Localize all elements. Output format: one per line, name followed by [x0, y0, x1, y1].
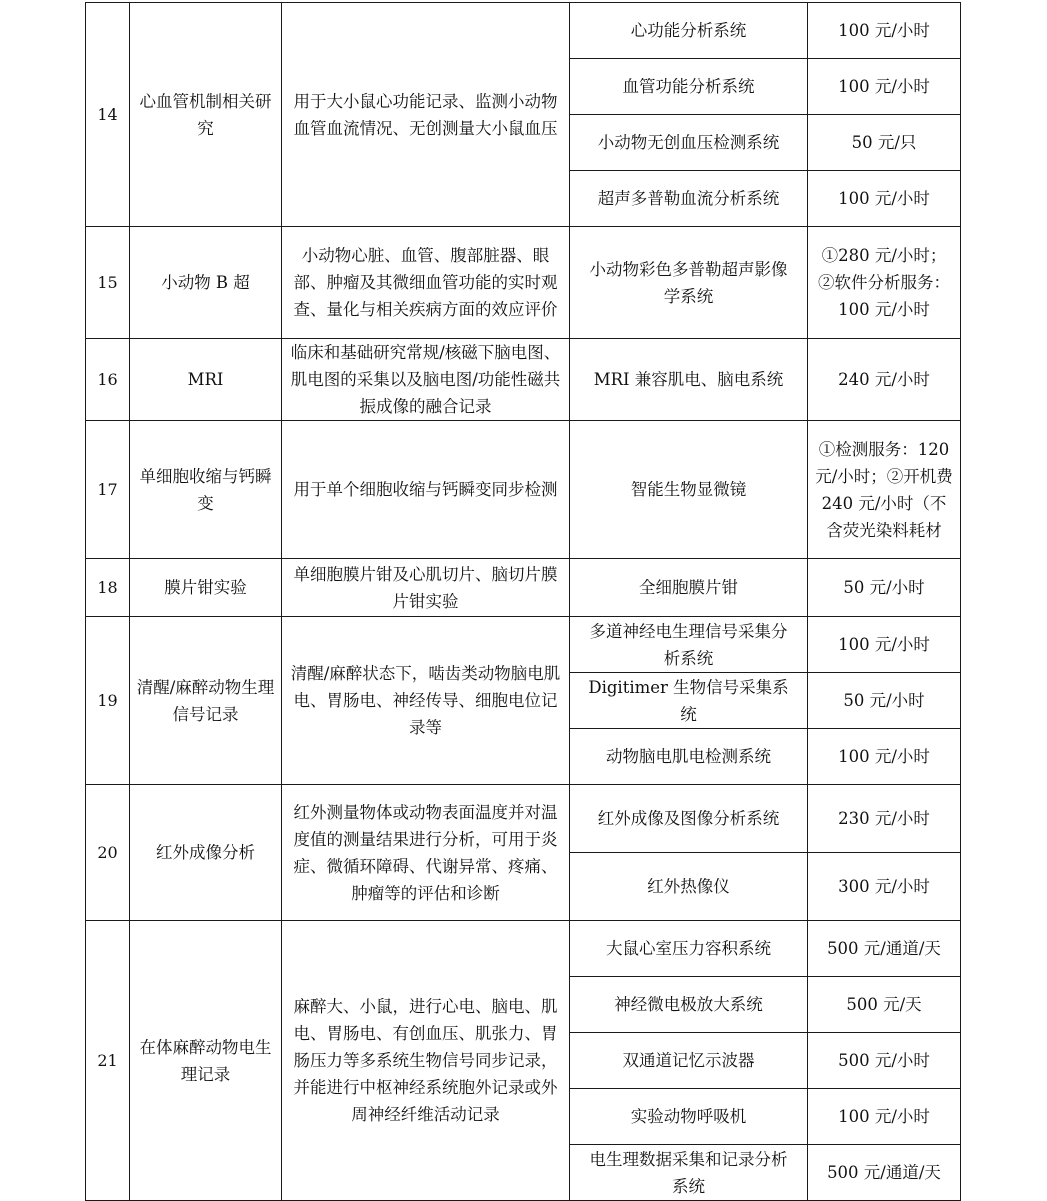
device-price: 50 元/小时	[808, 559, 961, 617]
device-name: 全细胞膜片钳	[570, 559, 808, 617]
project-description: 用于大小鼠心功能记录、监测小动物血管血流情况、无创测量大小鼠血压	[282, 3, 570, 227]
device-price: 100 元/小时	[808, 617, 961, 673]
device-name: 动物脑电肌电检测系统	[570, 729, 808, 785]
device-name: 超声多普勒血流分析系统	[570, 171, 808, 227]
project-name: 清醒/麻醉动物生理信号记录	[130, 617, 282, 785]
device-price: 50 元/小时	[808, 673, 961, 729]
device-name: 血管功能分析系统	[570, 59, 808, 115]
project-description: 小动物心脏、血管、腹部脏器、眼部、肿瘤及其微细血管功能的实时观查、量化与相关疾病方面的效应评价	[282, 227, 570, 339]
table-row	[86, 227, 961, 339]
project-name: 红外成像分析	[130, 785, 282, 921]
device-name: MRI 兼容肌电、脑电系统	[570, 339, 808, 421]
row-number: 21	[86, 921, 130, 1201]
device-price: 240 元/小时	[808, 339, 961, 421]
device-name: Digitimer 生物信号采集系统	[570, 673, 808, 729]
device-price: 100 元/小时	[808, 59, 961, 115]
device-price: 500 元/通道/天	[808, 921, 961, 977]
device-name: 红外热像仪	[570, 853, 808, 921]
device-price: 500 元/小时	[808, 1033, 961, 1089]
device-name: 多道神经电生理信号采集分析系统	[570, 617, 808, 673]
device-name: 电生理数据采集和记录分析系统	[570, 1145, 808, 1201]
table-row	[86, 421, 961, 559]
device-price: 230 元/小时	[808, 785, 961, 853]
row-number: 19	[86, 617, 130, 785]
table-row	[86, 617, 961, 673]
device-name: 心功能分析系统	[570, 3, 808, 59]
table-row	[86, 339, 961, 421]
device-price: 300 元/小时	[808, 853, 961, 921]
project-name: 膜片钳实验	[130, 559, 282, 617]
device-price: ①检测服务：120 元/小时；②开机费 240 元/小时（不含荧光染料耗材	[808, 421, 961, 559]
project-name: 小动物 B 超	[130, 227, 282, 339]
project-description: 用于单个细胞收缩与钙瞬变同步检测	[282, 421, 570, 559]
device-name: 小动物无创血压检测系统	[570, 115, 808, 171]
device-name: 双通道记忆示波器	[570, 1033, 808, 1089]
device-price: 100 元/小时	[808, 3, 961, 59]
device-name: 实验动物呼吸机	[570, 1089, 808, 1145]
table-row	[86, 3, 961, 59]
service-fee-table	[85, 2, 961, 1201]
table-row	[86, 785, 961, 853]
device-price: 100 元/小时	[808, 729, 961, 785]
row-number: 20	[86, 785, 130, 921]
project-description: 单细胞膜片钳及心肌切片、脑切片膜片钳实验	[282, 559, 570, 617]
device-name: 智能生物显微镜	[570, 421, 808, 559]
project-description: 清醒/麻醉状态下，啮齿类动物脑电肌电、胃肠电、神经传导、细胞电位记录等	[282, 617, 570, 785]
device-name: 神经微电极放大系统	[570, 977, 808, 1033]
table-row	[86, 921, 961, 977]
device-price: 100 元/小时	[808, 171, 961, 227]
project-name: 单细胞收缩与钙瞬变	[130, 421, 282, 559]
table-row	[86, 559, 961, 617]
row-number: 14	[86, 3, 130, 227]
project-description: 红外测量物体或动物表面温度并对温度值的测量结果进行分析，可用于炎症、微循环障碍、代谢异常、疼痛、肿瘤等的评估和诊断	[282, 785, 570, 921]
device-name: 红外成像及图像分析系统	[570, 785, 808, 853]
device-price: 500 元/天	[808, 977, 961, 1033]
device-price: 50 元/只	[808, 115, 961, 171]
device-name: 大鼠心室压力容积系统	[570, 921, 808, 977]
project-name: 心血管机制相关研究	[130, 3, 282, 227]
device-price: 100 元/小时	[808, 1089, 961, 1145]
project-description: 临床和基础研究常规/核磁下脑电图、肌电图的采集以及脑电图/功能性磁共振成像的融合记录	[282, 339, 570, 421]
project-description: 麻醉大、小鼠，进行心电、脑电、肌电、胃肠电、有创血压、肌张力、胃肠压力等多系统生物信号同步记录，并能进行中枢神经系统胞外记录或外周神经纤维活动记录	[282, 921, 570, 1201]
device-price: ①280 元/小时；②软件分析服务：100 元/小时	[808, 227, 961, 339]
row-number: 18	[86, 559, 130, 617]
device-name: 小动物彩色多普勒超声影像学系统	[570, 227, 808, 339]
row-number: 17	[86, 421, 130, 559]
project-name: 在体麻醉动物电生理记录	[130, 921, 282, 1201]
row-number: 15	[86, 227, 130, 339]
project-name: MRI	[130, 339, 282, 421]
device-price: 500 元/通道/天	[808, 1145, 961, 1201]
row-number: 16	[86, 339, 130, 421]
